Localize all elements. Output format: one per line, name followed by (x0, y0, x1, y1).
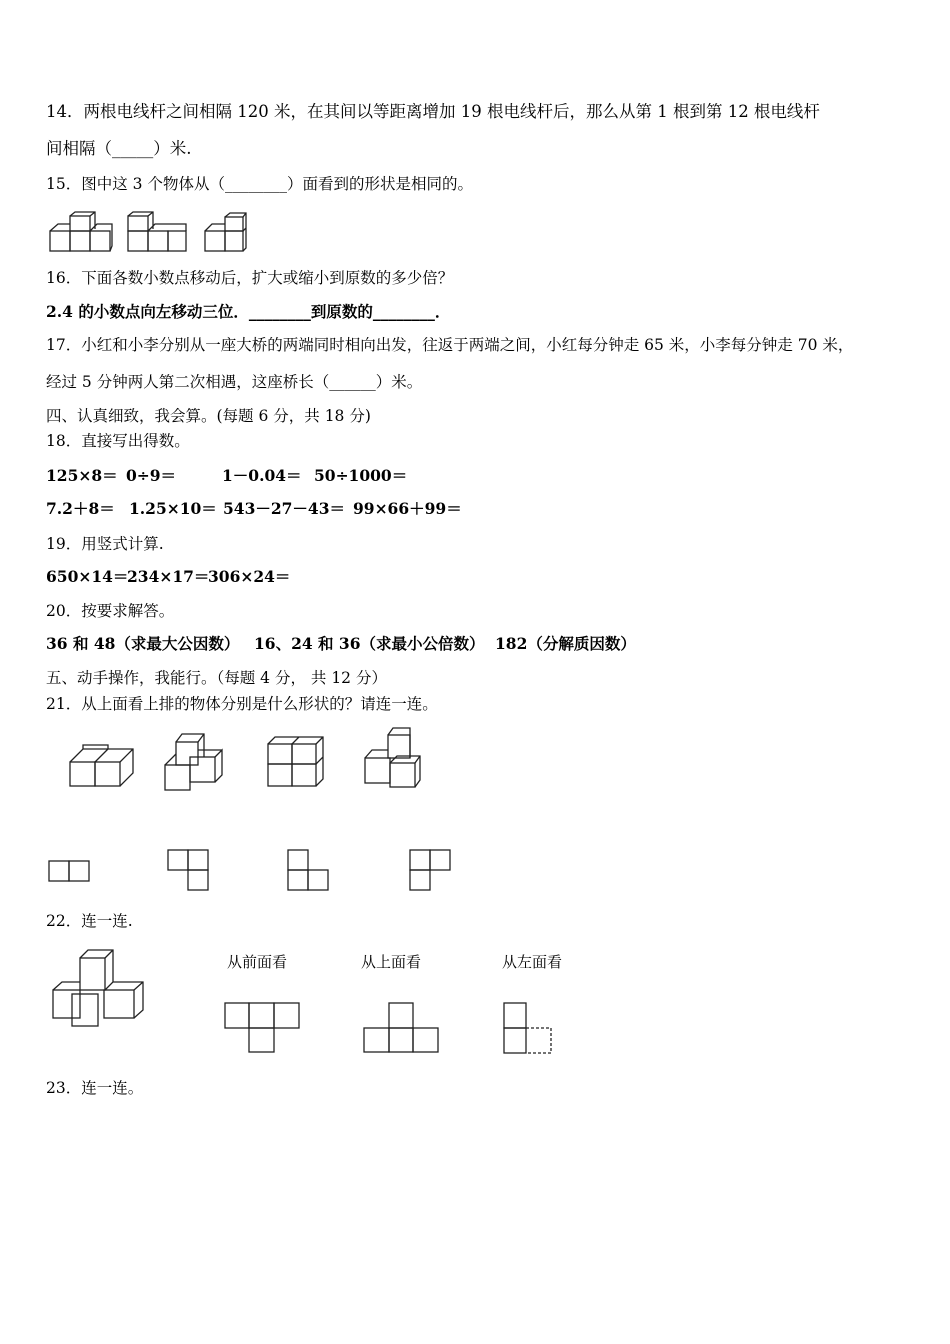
q20-text: 20．按要求解答。 (46, 602, 175, 620)
q22-text: 22．连一连. (46, 912, 133, 930)
q15-text: 15．图中这 3 个物体从（________）面看到的形状是相同的。 (46, 175, 473, 193)
section4-title: 四、认真细致，我会算。(每题 6 分，共 18 分) (46, 407, 371, 425)
q20-item: 36 和 48（求最大公因数） (46, 634, 240, 653)
q18-item: 125×8＝ (46, 466, 118, 485)
q18-item: 1.25×10＝ (129, 499, 217, 518)
q22-caption-left: 从左面看 (502, 953, 563, 971)
q20-item: 182（分解质因数） (495, 634, 636, 653)
q18-text: 18．直接写出得数。 (46, 432, 190, 450)
q22-solid (53, 950, 143, 1026)
q22-view-top (364, 1003, 438, 1052)
q22-caption-front: 从前面看 (227, 953, 288, 971)
q18-item: 50÷1000＝ (314, 466, 408, 485)
q18-item: 543－27－43＝ (223, 499, 345, 518)
section5-title: 五、动手操作，我能行。（每题 4 分， 共 12 分） (46, 669, 387, 687)
q18-item: 0÷9＝ (126, 466, 177, 485)
q17-line2: 经过 5 分钟两人第二次相遇，这座桥长（______）米。 (46, 373, 423, 391)
q22-view-left (504, 1003, 551, 1053)
q20-item: 16、24 和 36（求最小公倍数） (254, 634, 485, 653)
q22-view-front (225, 1003, 299, 1052)
q16-sub: 2.4 的小数点向左移动三位．________到原数的________． (46, 302, 451, 321)
q18-item: 1－0.04＝ (222, 466, 302, 485)
q19-text: 19．用竖式计算. (46, 535, 164, 553)
q18-item: 99×66＋99＝ (353, 499, 462, 518)
q18-item: 7.2＋8＝ (46, 499, 115, 518)
q23-text: 23．连一连。 (46, 1079, 144, 1097)
q17-line1: 17．小红和小李分别从一座大桥的两端同时相向出发，往返于两端之间，小红每分钟走 65 米，小李每分钟走 70 米， (46, 336, 854, 354)
q14-line1: 14．两根电线杆之间相隔 120 米，在其间以等距离增加 19 根电线杆后，那么从第 1 根到第 12 根电线杆 (46, 102, 820, 121)
q21-text: 21．从上面看上排的物体分别是什么形状的？请连一连。 (46, 695, 438, 713)
q19-item: 650×14＝ (46, 567, 129, 586)
q16-text: 16．下面各数小数点移动后，扩大或缩小到原数的多少倍？ (46, 269, 454, 287)
q22-caption-top: 从上面看 (361, 953, 422, 971)
q19-item: 234×17＝ (127, 567, 210, 586)
q14-line2: 间相隔（_____）米. (46, 139, 192, 158)
q19-item: 306×24＝ (208, 567, 291, 586)
